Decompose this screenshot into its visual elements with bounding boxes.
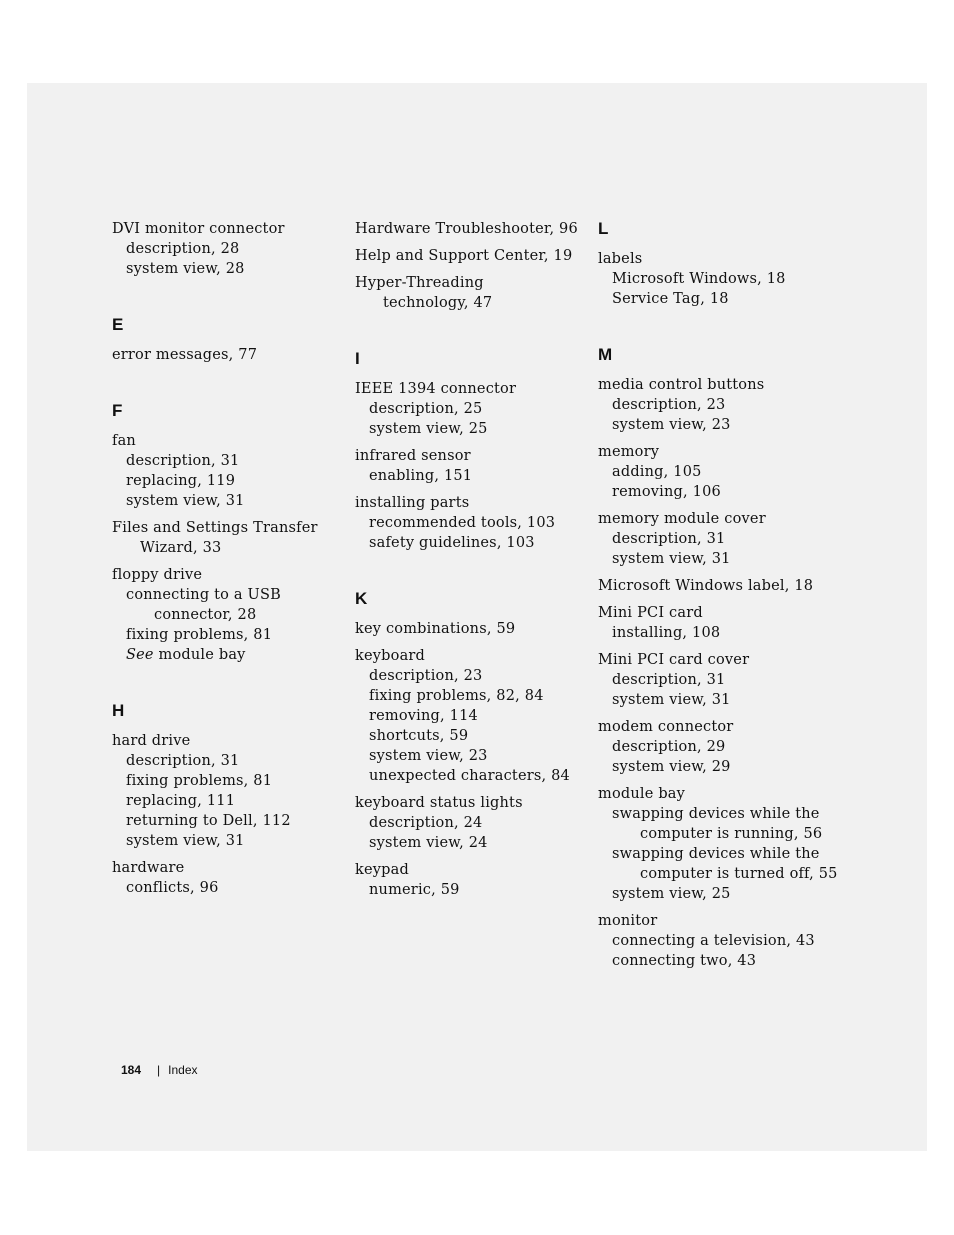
index-subterm: replacing, 111	[126, 793, 236, 809]
index-subterm: system view, 23	[612, 417, 731, 433]
index-term: keyboard status lights	[355, 795, 523, 811]
index-entry	[355, 860, 595, 900]
index-term: hardware	[112, 860, 185, 876]
index-term: DVI monitor connector	[112, 221, 285, 237]
index-term: floppy drive	[112, 567, 203, 583]
cross-reference-target: module bay	[153, 647, 246, 663]
index-subterm: fixing problems, 81	[126, 627, 273, 643]
index-entry	[598, 603, 838, 643]
index-term: Mini PCI card	[598, 605, 703, 621]
index-subterm: safety guidelines, 103	[369, 535, 535, 551]
index-term: key combinations, 59	[355, 621, 516, 637]
section-spacer	[112, 372, 352, 401]
index-entry	[598, 509, 838, 569]
index-subterm: description, 31	[612, 531, 726, 547]
index-term: Help and Support Center, 19	[355, 248, 573, 264]
index-subterm: removing, 114	[369, 708, 478, 724]
section-letter: L	[598, 219, 609, 238]
index-entry	[112, 858, 352, 898]
index-subterm: fixing problems, 81	[126, 773, 273, 789]
index-column-1	[112, 219, 352, 905]
section-letter: E	[112, 315, 124, 334]
index-entry	[355, 246, 595, 266]
footer-section-title: Index	[168, 1063, 198, 1077]
index-entry	[598, 784, 838, 904]
index-subterm: description, 31	[126, 753, 240, 769]
section-spacer	[112, 286, 352, 315]
index-subterm: connecting a television, 43	[612, 933, 815, 949]
section-spacer	[355, 560, 595, 589]
see-label: See	[126, 647, 154, 663]
index-entry	[598, 375, 838, 435]
index-entry	[598, 249, 838, 309]
index-subterm: description, 31	[126, 453, 240, 469]
index-subterm: installing, 108	[612, 625, 721, 641]
index-entry	[112, 565, 352, 665]
index-term: keyboard	[355, 648, 426, 664]
index-subterm: removing, 106	[612, 484, 721, 500]
index-entry	[355, 446, 595, 486]
index-entry	[598, 650, 838, 710]
footer-separator: |	[157, 1063, 161, 1077]
index-subterm: system view, 23	[369, 748, 488, 764]
index-subterm-continuation: connector, 28	[154, 607, 257, 623]
section-spacer	[112, 672, 352, 701]
index-subterm: fixing problems, 82, 84	[369, 688, 544, 704]
index-column-3	[598, 219, 838, 978]
index-subterm: conflicts, 96	[126, 880, 219, 896]
index-subterm: Service Tag, 18	[612, 291, 729, 307]
index-subterm-continuation: computer is running, 56	[640, 826, 823, 842]
index-subterm: system view, 31	[612, 692, 731, 708]
index-term: IEEE 1394 connector	[355, 381, 517, 397]
index-entry	[355, 646, 595, 786]
index-subterm: replacing, 119	[126, 473, 236, 489]
index-term: hard drive	[112, 733, 191, 749]
index-term: media control buttons	[598, 377, 765, 393]
index-entry	[598, 442, 838, 502]
index-term: error messages, 77	[112, 347, 258, 363]
index-subterm: system view, 31	[126, 493, 245, 509]
index-entry	[355, 219, 595, 239]
index-term: labels	[598, 251, 643, 267]
index-subterm: description, 29	[612, 739, 726, 755]
index-subterm: adding, 105	[612, 464, 702, 480]
index-entry	[112, 431, 352, 511]
index-subterm: unexpected characters, 84	[369, 768, 570, 784]
index-subterm: enabling, 151	[369, 468, 473, 484]
page-footer	[121, 1063, 198, 1077]
index-subterm: description, 25	[369, 401, 483, 417]
index-subterm: shortcuts, 59	[369, 728, 469, 744]
index-subterm: Microsoft Windows, 18	[612, 271, 786, 287]
index-term: Microsoft Windows label, 18	[598, 578, 814, 594]
index-term: Hardware Troubleshooter, 96	[355, 221, 578, 237]
index-subterm: system view, 24	[369, 835, 488, 851]
index-subterm: swapping devices while the	[612, 806, 820, 822]
index-subterm: system view, 25	[369, 421, 488, 437]
index-subterm: numeric, 59	[369, 882, 460, 898]
index-subterm: system view, 31	[612, 551, 731, 567]
index-column-2	[355, 219, 595, 907]
index-subterm: description, 31	[612, 672, 726, 688]
index-subterm: returning to Dell, 112	[126, 813, 291, 829]
section-letter: K	[355, 589, 368, 608]
index-entry	[355, 793, 595, 853]
index-subterm: description, 23	[612, 397, 726, 413]
section-letter: M	[598, 345, 613, 364]
index-term: infrared sensor	[355, 448, 471, 464]
section-letter: I	[355, 349, 360, 368]
index-entry	[355, 273, 595, 313]
index-subterm: system view, 29	[612, 759, 731, 775]
index-entry	[112, 219, 352, 279]
index-term: fan	[112, 433, 136, 449]
index-entry	[355, 379, 595, 439]
index-subterm: system view, 25	[612, 886, 731, 902]
index-term: monitor	[598, 913, 658, 929]
index-term-continuation: technology, 47	[383, 295, 493, 311]
index-term: memory	[598, 444, 660, 460]
index-cross-reference	[112, 645, 352, 665]
index-entry	[355, 493, 595, 553]
index-subterm: recommended tools, 103	[369, 515, 556, 531]
index-subterm: system view, 28	[126, 261, 245, 277]
index-term: installing parts	[355, 495, 470, 511]
index-subterm: description, 23	[369, 668, 483, 684]
index-term: Mini PCI card cover	[598, 652, 750, 668]
section-letter: F	[112, 401, 123, 420]
index-entry	[598, 717, 838, 777]
section-spacer	[355, 320, 595, 349]
section-spacer	[598, 316, 838, 345]
index-entry	[112, 731, 352, 851]
index-term: keypad	[355, 862, 409, 878]
index-subterm: description, 24	[369, 815, 483, 831]
index-term: modem connector	[598, 719, 734, 735]
index-term-continuation: Wizard, 33	[140, 540, 222, 556]
index-subterm: swapping devices while the	[612, 846, 820, 862]
index-entry	[598, 576, 838, 596]
index-term: Hyper-Threading	[355, 275, 484, 291]
index-subterm: description, 28	[126, 241, 240, 257]
index-subterm: system view, 31	[126, 833, 245, 849]
index-subterm-continuation: computer is turned off, 55	[640, 866, 838, 882]
index-subterm: connecting to a USB	[126, 587, 281, 603]
index-term: module bay	[598, 786, 686, 802]
index-entry	[112, 518, 352, 558]
section-letter: H	[112, 701, 125, 720]
page-number: 184	[121, 1063, 142, 1077]
index-entry	[598, 911, 838, 971]
index-term: Files and Settings Transfer	[112, 520, 318, 536]
index-entry	[355, 619, 595, 639]
index-entry	[112, 345, 352, 365]
index-page	[27, 83, 927, 1151]
index-term: memory module cover	[598, 511, 766, 527]
index-subterm: connecting two, 43	[612, 953, 757, 969]
